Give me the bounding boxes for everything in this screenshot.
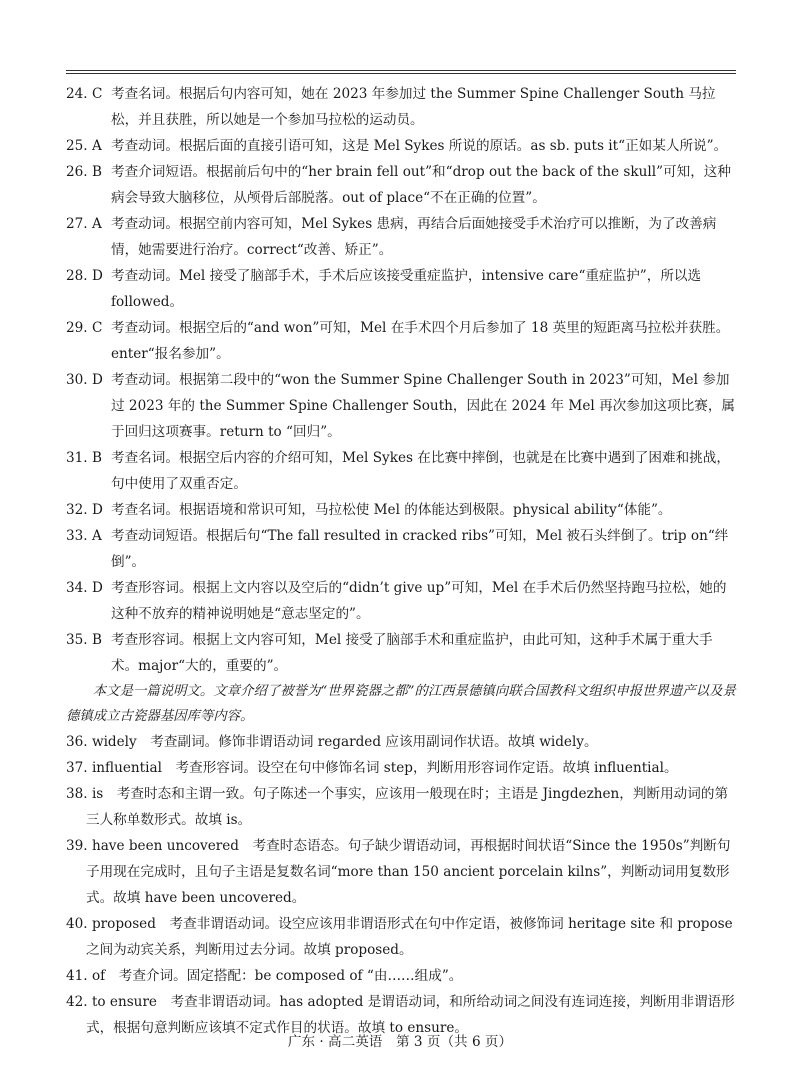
answer-explanation: 考查时态语态。句子缺少谓语动词，再根据时间状语“Since the 1950s”判断句子用现在完成时，且句子主语是复数名词“more than 150 ancient porcelain kilns”，判断动词用复数形式。故填 have been uncovered。 <box>86 838 731 906</box>
answer-number: 30. D <box>66 372 103 388</box>
answer-explanation: 考查时态和主谓一致。句子陈述一个事实，应该用一般现在时；主语是 Jingdezhen，判断用动词的第三人称单数形式。故填 is。 <box>86 786 729 828</box>
header-rule-double <box>66 73 736 74</box>
answer-item <box>66 81 738 133</box>
answer-explanation: 考查动词。根据空后的“and won”可知，Mel 在手术四个月后参加了 18 英里的短距离马拉松并获胜。enter“报名参加”。 <box>111 320 730 362</box>
answer-explanation: 考查副词。修饰非谓语动词 regarded 应该用副词作状语。故填 widely。 <box>150 734 598 750</box>
answer-number: 28. D <box>66 268 103 284</box>
answer-explanation: 考查形容词。设空在句中修饰名词 step，判断用形容词作定语。故填 influential。 <box>175 760 678 776</box>
answer-number: 33. A <box>66 528 102 544</box>
answer-number: 34. D <box>66 580 103 596</box>
answer-number: 35. B <box>66 632 102 648</box>
answer-item <box>66 497 738 523</box>
answer-number: 24. C <box>66 86 103 102</box>
answer-item <box>66 833 738 911</box>
answer-number: 40. proposed <box>66 916 156 932</box>
cloze-answers <box>66 81 738 679</box>
answer-number: 27. A <box>66 216 102 232</box>
answer-explanation: 考查动词。根据空前内容可知，Mel Sykes 患病，再结合后面她接受手术治疗可以推断，为了改善病情，她需要进行治疗。correct“改善、矫正”。 <box>111 216 717 258</box>
answer-number: 36. widely <box>66 734 137 750</box>
header-rule <box>66 70 736 71</box>
passage-summary: 本文是一篇说明文。文章介绍了被誉为“世界瓷器之都”的江西景德镇向联合国教科文组织申报世界遗产以及景德镇成立古瓷器基因库等内容。 <box>66 684 736 724</box>
answer-number: 26. B <box>66 164 102 180</box>
answer-item <box>66 911 738 963</box>
answer-number: 41. of <box>66 968 106 984</box>
answer-explanation: 考查形容词。根据上文内容可知，Mel 接受了脑部手术和重症监护，由此可知，这种手术属于重大手术。major“大的，重要的”。 <box>111 632 713 674</box>
page-footer: 广东 · 高二英语 第 3 页（共 6 页） <box>287 1034 513 1050</box>
answer-number: 32. D <box>66 502 103 518</box>
answer-explanation: 考查非谓语动词。has adopted 是谓语动词，和所给动词之间没有连词连接，判断用非谓语形式，根据句意判断应该填不定式作目的状语。故填 to ensure。 <box>86 994 735 1036</box>
answer-explanation: 考查介词短语。根据前后句中的“her brain fell out”和“drop out the back of the skull”可知，这种病会导致大脑移位，从颅骨后部脱落。out of place“不在正确的位置”。 <box>111 164 731 206</box>
answer-explanation: 考查名词。根据空后内容的介绍可知，Mel Sykes 在比赛中摔倒，也就是在比赛中遇到了困难和挑战，句中使用了双重否定。 <box>111 450 730 492</box>
answer-explanation: 考查动词。根据后面的直接引语可知，这是 Mel Sykes 所说的原话。as sb. puts it“正如某人所说”。 <box>111 138 728 154</box>
answer-number: 39. have been uncovered <box>66 838 239 854</box>
grammar-answers <box>66 729 738 1041</box>
answer-number: 38. is <box>66 786 104 802</box>
answer-number: 37. influential <box>66 760 162 776</box>
answer-explanation: 考查名词。根据语境和常识可知，马拉松使 Mel 的体能达到极限。physical ability“体能”。 <box>111 502 672 518</box>
answer-explanation: 考查动词。Mel 接受了脑部手术，手术后应该接受重症监护，intensive care“重症监护”，所以选 followed。 <box>111 268 702 310</box>
answer-item <box>66 729 738 755</box>
answer-item <box>66 523 738 575</box>
answer-explanation: 考查非谓语动词。设空应该用非谓语形式在句中作定语，被修饰词 heritage site 和 propose 之间为动宾关系，判断用过去分词。故填 proposed。 <box>86 916 733 958</box>
answer-number: 42. to ensure <box>66 994 157 1010</box>
answer-explanation: 考查形容词。根据上文内容以及空后的“didn’t give up”可知，Mel 在手术后仍然坚持跑马拉松，她的这种不放弃的精神说明她是“意志坚定的”。 <box>111 580 727 622</box>
answer-item <box>66 781 738 833</box>
answer-item <box>66 211 738 263</box>
answer-explanation: 考查动词。根据第二段中的“won the Summer Spine Challenger South in 2023”可知，Mel 参加过 2023 年的 the Summer Spine Challenger South，因此在 2024 年 Mel 再次参加这项比赛，属于回归这项赛事。return to “回归”。 <box>111 372 736 440</box>
answer-item <box>66 367 738 445</box>
answer-explanation: 考查动词短语。根据后句“The fall resulted in cracked ribs”可知，Mel 被石头绊倒了。trip on“绊倒”。 <box>111 528 729 570</box>
answer-number: 31. B <box>66 450 102 466</box>
answer-item <box>66 755 738 781</box>
answer-key <box>66 81 738 1041</box>
answer-item <box>66 159 738 211</box>
answer-number: 29. C <box>66 320 103 336</box>
answer-item <box>66 315 738 367</box>
answer-explanation: 考查名词。根据后句内容可知，她在 2023 年参加过 the Summer Spine Challenger South 马拉松，并且获胜，所以她是一个参加马拉松的运动员。 <box>111 86 716 128</box>
answer-item <box>66 263 738 315</box>
answer-item <box>66 133 738 159</box>
answer-item <box>66 627 738 679</box>
answer-item <box>66 445 738 497</box>
answer-number: 25. A <box>66 138 102 154</box>
answer-item <box>66 963 738 989</box>
answer-explanation: 考查介词。固定搭配：be composed of “由……组成”。 <box>118 968 463 984</box>
answer-item <box>66 575 738 627</box>
